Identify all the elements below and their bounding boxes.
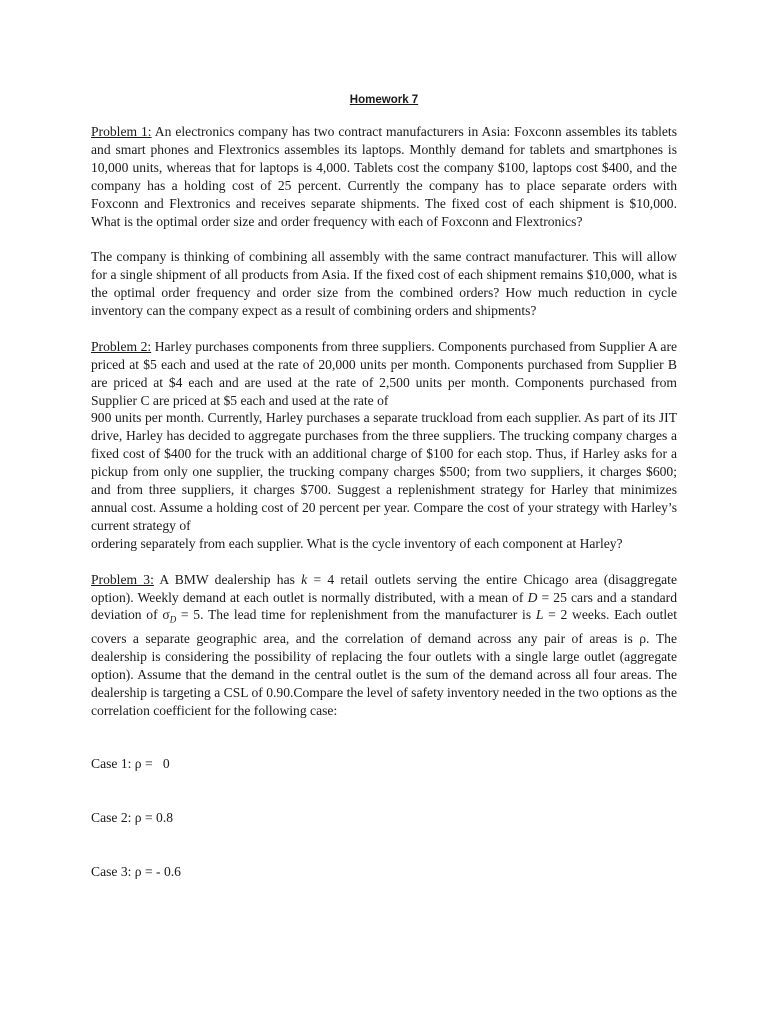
variable-d: D [527,589,538,605]
problem-2-text-b: 900 units per month. Currently, Harley purchases a separate truckload from each supplier. As part of its JIT drive, Harley has decided to aggregate purchases from the three suppliers. The trucking company charges a fixed cost of $400 for the truck with an additional charge of $100 for each stop. Thus, if Harley asks for a pickup from only one supplier, the trucking company charges $500; from two suppliers, it charges $600; and from three suppliers, it charges $700. Suggest a replenishment strategy for Harley that minimizes annual cost. Assume a holding cost of 20 percent per year. Compare the cost of your strategy with Harley’s current strategy of [91,410,677,533]
problem-2-text-c: ordering separately from each supplier. What is the cycle inventory of each component at Harley? [91,535,623,551]
problem-3-text-4: = 5. The lead time for replenishment from the manufacturer is [176,607,536,623]
variable-sigma-subscript: D [169,615,177,626]
case-2: Case 2: ρ = 0.8 [91,810,174,826]
variable-l: L [535,607,544,623]
problem-2-label: Problem 2: [91,338,152,354]
problem-1-paragraph-1 [91,123,677,230]
problem-3-paragraph [91,571,677,720]
case-1: Case 1: ρ = 0 [91,756,170,772]
variable-k: k [301,571,308,587]
problem-3-text-2: = 4 retail outlets serving the entire Chicago area (disaggregate option). Weekly demand at each outlet is normally distributed, with a mean of [91,571,677,605]
problem-2-paragraph [91,338,677,553]
document-title: Homework 7 [349,94,419,106]
problem-2-text-a: Harley purchases components from three suppliers. Components purchased from Supplier A are priced at $5 each and used at the rate of 20,000 units per month. Components purchased from Supplier B are priced at $4 each and are used at the rate of 2,500 units per month. Components purchased from Supplier C are priced at $5 each and used at the rate of [91,338,678,408]
problem-3-text-3: = 25 cars and a standard deviation of [91,589,677,623]
problem-1-label: Problem 1: [91,124,152,139]
case-list [91,720,677,917]
problem-3-label: Problem 3: [91,571,154,587]
problem-3-text-5: = 2 weeks. Each outlet covers a separate geographic area, and the correlation of demand across any pair of areas is ρ. The dealership is considering the possibility of replacing the four outlets with a single large outlet (aggregate option). Assume that the demand in the central outlet is the sum of the demand across all four areas. The dealership is targeting a CSL of 0.90.Compare the level of safety inventory needed in the two options as the correlation coefficient for the following case: [91,607,677,718]
problem-3-text-1: A BMW dealership has [159,571,302,587]
problem-1-text: An electronics company has two contract manufacturers in Asia: Foxconn assembles its tablets and smart phones and Flextronics assembles its laptops. Monthly demand for tablets and smartphones is 10,000 units, whereas that for laptops is 4,000. Tablets cost the company $100, laptops cost $400, and the company has a holding cost of 25 percent. Currently the company has to place separate orders with Foxconn and Flextronics and receives separate shipments. The fixed cost of each shipment is $10,000. What is the optimal order size and order frequency with each of Foxconn and Flextronics? [91,124,677,229]
case-3: Case 3: ρ = - 0.6 [91,863,181,879]
problem-1-paragraph-2: The company is thinking of combining all assembly with the same contract manufacturer. This will allow for a single shipment of all products from Asia. If the fixed cost of each shipment remains $10,000, what is the optimal order frequency and order size from the combined orders? How much reduction in cycle inventory can the company expect as a result of combining orders and shipments? [91,249,677,319]
homework-page [91,92,677,917]
variable-sigma: σ [162,607,170,623]
